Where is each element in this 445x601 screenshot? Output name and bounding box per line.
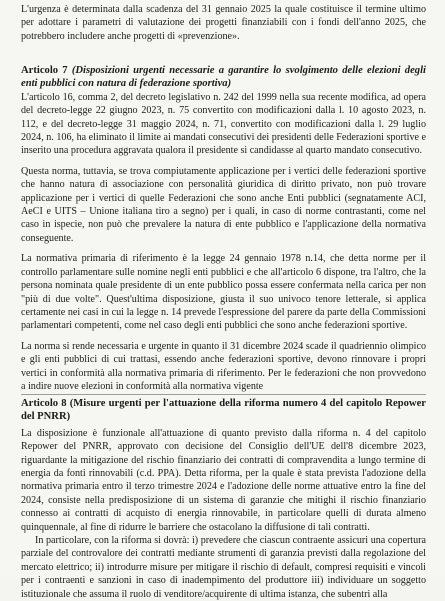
article-7-paragraph-4: La norma si rende necessaria e urgente in quanto il 31 dicembre 2024 scade il quadriennio olimpico e gli enti pubblici di cui trattasi, essendo anche federazioni sportive, devono rinnovare i propri vertici in conformità alla normativa primaria di riferimento. Per le federazioni che non provvedono a indire nuove elezioni in conformità alla normativa vigente — [21, 340, 426, 392]
section-divider — [21, 394, 426, 395]
article-7-paragraph-3: La normativa primaria di riferimento è la legge 24 gennaio 1978 n.14, che detta norme per il controllo parlamentare sulle nomine negli enti pubblici e che all'articolo 6 dispone, tra l'altro, che la persona nominata quale presidente di un ente pubblico possa essere confermata nella carica per non "più di due volte". Quest'ultima disposizione, giusta il suo univoco tenore letterale, si applica certamente nei casi in cui la legge n. 14 prevede l'espressione del parere da parte della Commissioni parlamentari competenti, come nel caso degli enti pubblici che sono anche federazioni sportive. — [21, 253, 426, 332]
intro-paragraph: L'urgenza è determinata dalla scadenza del 31 gennaio 2025 la quale costituisce il termine ultimo per adottare i parametri di valutazione dei progetti finanziabili con i fondi dell'anno 2025, che potrebbero includere anche progetti di «prevenzione». — [21, 4, 426, 42]
article-8-paragraph-1: La disposizione è funzionale all'attuazione di quanto previsto dalla riforma n. 4 del capitolo Repower del PNRR, approvato con decisione del Consiglio dell'UE dell'8 dicembre 2023, riguardante la mitigazione del rischio finanziario dei contratti di compravendita a lungo termine di energia da fonti rinnovabili (c.d. PPA). Detta riforma, per la quale è stata prevista l'adozione della normativa primaria entro il terzo trimestre 2024 e l'adozione delle norme attuative entro la fine del 2024, consiste nella predisposizione di un sistema di garanzie che mitighi il rischio finanziario connesso ai contratti di acquisto di energia rinnovabile, in particolare quelli di durata almeno quinquennale, al fine di ridurre le barriere che ostacolano la diffusione di tali contratti. — [21, 427, 426, 533]
intro-section — [21, 3, 426, 43]
article-7-title: (Disposizioni urgenti necessarie a garantire lo svolgimento delle elezioni degli enti pubblici con natura di federazione sportiva) — [21, 65, 426, 90]
article-7-heading — [21, 64, 426, 91]
article-8-heading: Articolo 8 (Misure urgenti per l'attuazione della riforma numero 4 del capitolo Repower del PNRR) — [21, 398, 426, 423]
article-7-section — [21, 64, 426, 393]
article-7-label: Articolo 7 — [21, 65, 68, 76]
article-8-paragraph-2: In particolare, con la riforma si dovrà: i) prevedere che ciascun contraente assicuri una copertura parziale del controvalore dei contratti mediante strumenti di garanzia previsti dalla regolazione del mercato elettrico; ii) introdurre misure per mitigare il rischio di default, compresi requisiti e vincoli per i contraenti e sanzioni in caso di inadempimento del produttore iii) individuare un soggetto istituzionale che assuma il ruolo di venditore/acquirente di ultima istanza, che subentri alla — [21, 535, 426, 600]
article-7-paragraph-2: Questa norma, tuttavia, se trova compiutamente applicazione per i vertici delle federazioni sportive che hanno natura di associazione con personalità giuridica di diritto privato, non può trovare applicazione per i vertici di quelle Federazioni che sono anche Enti pubblici (segnatamente ACI, AeCI e UITS – Unione italiana tiro a segno) per i quali, in caso di norme contrastanti, come nel caso in ispecie, non può che prevalere la natura di ente pubblico e l'applicazione della normativa conseguente. — [21, 165, 426, 244]
article-7-paragraph-1: L'articolo 16, comma 2, del decreto legislativo n. 242 del 1999 nella sua recente modifica, ad opera del decreto-legge 22 giugno 2023, n. 75 convertito con modificazioni dalla l. 10 agosto 2023, n. 112, e del decreto-legge 31 maggio 2024, n. 71, convertito con modificazioni dalla l. 29 luglio 2024, n. 106, ha eliminato il limite ai mandati consecutivi dei presidenti delle Federazioni sportive e inserito una procedura aggravata qualora il presidente si candidasse al quarto mandato consecutivo. — [21, 91, 426, 157]
article-8-section — [21, 397, 426, 601]
